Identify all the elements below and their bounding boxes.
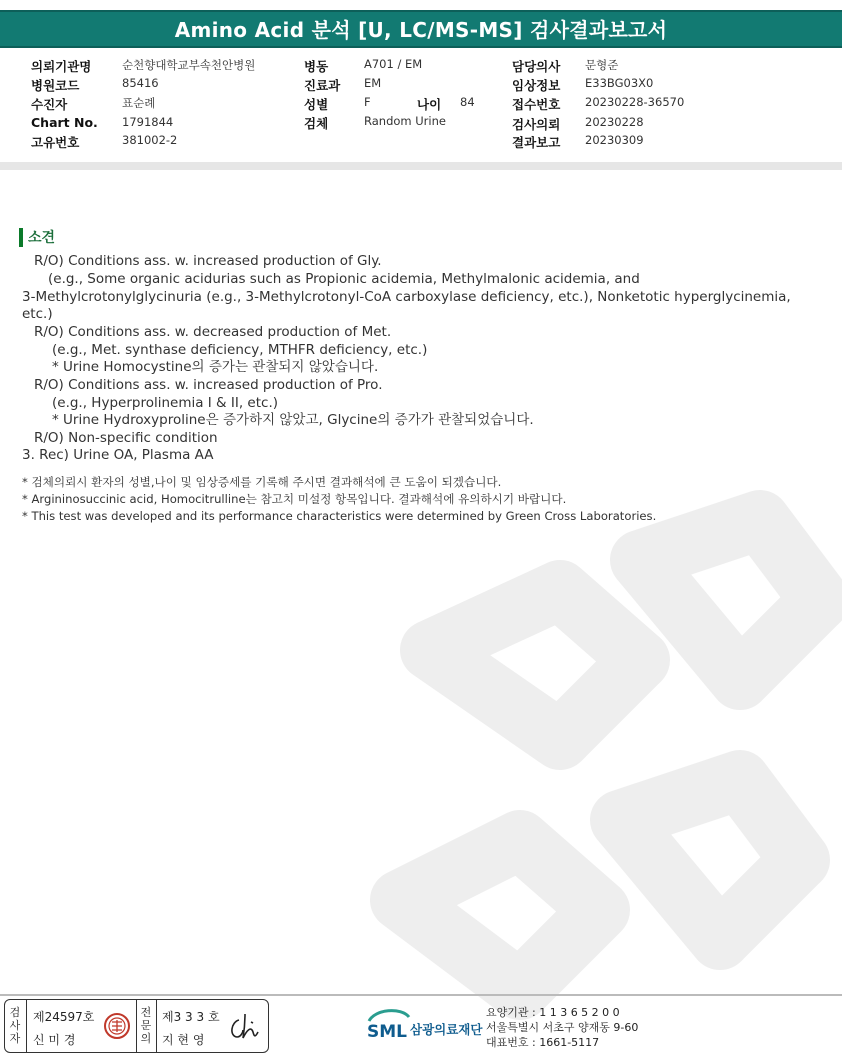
- sex-label: 성별: [304, 97, 329, 112]
- patient-info: [0, 55, 842, 155]
- phone-number: 대표번호 : 1661-5117: [486, 1036, 600, 1049]
- hospital-code-value: 85416: [122, 76, 159, 90]
- ward-value: A701 / EM: [364, 57, 423, 71]
- age-value: 84: [460, 95, 475, 109]
- patient-name-value: 표순례: [122, 96, 156, 110]
- referring-institution-value: 순천향대학교부속천안병원: [122, 58, 256, 72]
- specialist-name: 지 현 영: [162, 1033, 205, 1047]
- finding-line: (e.g., Some organic acidurias such as Propionic acidemia, Methylmalonic acidemia, and: [48, 271, 640, 287]
- finding-line: (e.g., Met. synthase deficiency, MTHFR deficiency, etc.): [52, 342, 428, 358]
- test-request-label: 검사의뢰: [512, 117, 561, 132]
- age-label: 나이: [417, 97, 442, 112]
- sex-value: F: [364, 95, 371, 109]
- finding-line: R/O) Conditions ass. w. increased production of Gly.: [34, 253, 382, 269]
- ward-label: 병동: [304, 59, 329, 74]
- unique-number-label: 고유번호: [31, 135, 80, 150]
- institution-code: 요양기관 : 1 1 3 6 5 2 0 0: [486, 1006, 620, 1019]
- specialist-signature-icon: [225, 1010, 263, 1044]
- finding-line: (e.g., Hyperprolinemia I & II, etc.): [52, 395, 278, 411]
- finding-line: etc.): [22, 306, 53, 322]
- hospital-code-label: 병원코드: [31, 78, 80, 93]
- tester-name: 신 미 경: [33, 1033, 76, 1047]
- specimen-value: Random Urine: [364, 114, 446, 128]
- findings-title: 소견: [28, 230, 56, 246]
- specialist-label: 전 문 의: [140, 1006, 152, 1045]
- finding-line: 3. Rec) Urine OA, Plasma AA: [22, 447, 214, 463]
- section-marker: [19, 228, 23, 247]
- note-line: * Argininosuccinic acid, Homocitrulline는 참고치 미설정 항목입니다. 결과해석에 유의하시기 바랍니다.: [22, 492, 567, 506]
- specimen-label: 검체: [304, 116, 329, 131]
- finding-line: * Urine Hydroxyproline은 증가하지 않았고, Glycine의 증가가 관찰되었습니다.: [52, 412, 534, 428]
- physician-value: 문형준: [585, 58, 619, 72]
- department-label: 진료과: [304, 78, 341, 93]
- signature-box: [4, 999, 269, 1053]
- finding-line: 3-Methylcrotonylglycinuria (e.g., 3-Methylcrotonyl-CoA carboxylase deficiency, etc.), Nonketotic hyperglycinemia,: [22, 289, 791, 305]
- section-divider: [0, 162, 842, 170]
- clinical-info-value: E33BG03X0: [585, 76, 654, 90]
- result-report-label: 결과보고: [512, 135, 561, 150]
- note-line: * This test was developed and its performance characteristics were determined by Green Cross Laboratories.: [22, 509, 657, 523]
- chart-no-value: 1791844: [122, 115, 174, 129]
- sml-logo-icon: [365, 1005, 413, 1045]
- footer-divider: [0, 994, 842, 996]
- report-title: Amino Acid 분석 [U, LC/MS-MS] 검사결과보고서: [0, 10, 842, 48]
- test-request-value: 20230228: [585, 115, 644, 129]
- physician-label: 담당의사: [512, 59, 561, 74]
- referring-institution-label: 의뢰기관명: [31, 59, 92, 74]
- address-line: 서울특별시 서초구 양재동 9-60: [486, 1021, 639, 1034]
- tester-seal-icon: [103, 1012, 131, 1040]
- specialist-license-no: 제3 3 3 호: [162, 1010, 220, 1024]
- receipt-number-label: 접수번호: [512, 97, 561, 112]
- finding-line: * Urine Homocystine의 증가는 관찰되지 않았습니다.: [52, 359, 379, 375]
- finding-line: R/O) Conditions ass. w. decreased production of Met.: [34, 324, 392, 340]
- clinical-info-label: 임상정보: [512, 78, 561, 93]
- receipt-number-value: 20230228-36570: [585, 95, 685, 109]
- department-value: EM: [364, 76, 382, 90]
- tester-label: 검 사 자: [9, 1006, 21, 1045]
- finding-line: R/O) Non-specific condition: [34, 430, 218, 446]
- patient-name-label: 수진자: [31, 97, 68, 112]
- tester-license-no: 제24597호: [33, 1010, 95, 1024]
- finding-line: R/O) Conditions ass. w. increased production of Pro.: [34, 377, 383, 393]
- unique-number-value: 381002-2: [122, 133, 178, 147]
- chart-no-label: Chart No.: [31, 115, 98, 130]
- note-line: * 검체의뢰시 환자의 성별,나이 및 임상증세를 기록해 주시면 결과해석에 큰 도움이 되겠습니다.: [22, 475, 502, 489]
- findings-header: [19, 227, 55, 247]
- sml-logo-text: SML: [367, 1022, 407, 1042]
- organization-name: 삼광의료재단: [410, 1022, 483, 1037]
- organization-address: [486, 1005, 638, 1050]
- result-report-value: 20230309: [585, 133, 644, 147]
